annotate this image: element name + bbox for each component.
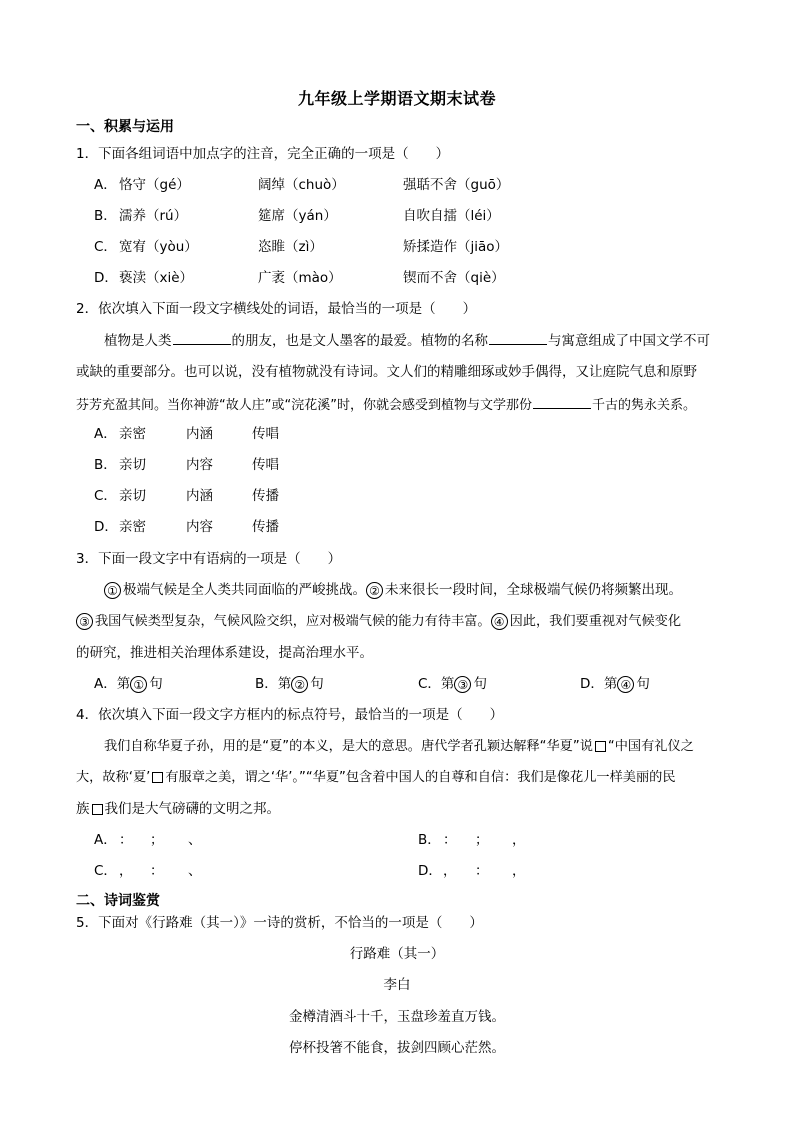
passage-text: 芬芳充盈其间。当你神游“故人庄”或“浣花溪”时，你就会感受到植物与文学那份 — [76, 398, 532, 413]
option-label: A． — [94, 832, 117, 848]
option-word-1: 亵渎（xiè） — [119, 270, 194, 286]
question-2-stem: 2．依次填入下面一段文字横线处的词语，最恰当的一项是（ ） — [76, 301, 477, 317]
option-word-3: 传播 — [252, 488, 279, 504]
option-word-2: 恣睢（zì） — [258, 239, 323, 255]
option-label: B． — [418, 832, 441, 848]
sentence-1: 极端气候是全人类共同面临的严峻挑战。 — [123, 582, 366, 598]
sentence-number-3: ③ — [76, 613, 93, 630]
passage-text: 大，故称‘夏’ — [76, 770, 151, 785]
option-label: D． — [94, 519, 118, 535]
option-word-1: 亲切 — [119, 488, 146, 504]
option-label: B． — [94, 457, 117, 473]
question-1-stem: 1．下面各组词语中加点字的注音，完全正确的一项是（ ） — [76, 146, 450, 162]
sentence-2: 未来很长一段时间，全球极端气候仍将频繁出现。 — [385, 582, 682, 598]
option-label: C． — [94, 488, 117, 504]
option-mark-2: ； — [150, 832, 164, 848]
question-3-option-c — [418, 674, 487, 694]
question-2-passage-line-2: 或缺的重要部分。也可以说，没有植物就没有诗词。文人们的精雕细琢或妙手偶得，又让庭院气息和原野 — [76, 364, 697, 380]
option-word-1: 亲密 — [119, 519, 146, 535]
passage-text: 我们自称华夏子孙，用的是“夏”的本义，是大的意思。唐代学者孔颖达解释“华夏”说 — [104, 739, 593, 754]
option-word-3: 强聒不舍（guō） — [403, 177, 510, 193]
option-word-3: 传唱 — [252, 457, 279, 473]
option-word-1: 亲密 — [119, 426, 146, 442]
option-label: A． — [94, 177, 117, 193]
page-title: 九年级上学期语文期末试卷 — [297, 89, 496, 108]
punctuation-box — [92, 804, 103, 815]
option-mark-3: 、 — [188, 863, 202, 879]
option-mark-2: ： — [150, 863, 164, 879]
sentence-number-1: ① — [104, 582, 121, 599]
question-3-option-b — [255, 674, 324, 694]
option-word-3: 传唱 — [252, 426, 279, 442]
question-4-passage-line-2 — [76, 768, 676, 788]
question-3-passage-line-2 — [76, 612, 681, 632]
question-2-passage-line-1 — [104, 330, 710, 351]
option-label: A．第 — [94, 676, 131, 692]
option-mark-3: 、 — [188, 832, 202, 848]
passage-text: 的朋友，也是文人墨客的最爱。植物的名称 — [231, 333, 488, 349]
option-label: C． — [94, 239, 117, 255]
fill-blank — [533, 394, 591, 409]
option-mark-1: ， — [119, 863, 133, 879]
punctuation-box — [595, 741, 606, 752]
option-tail: 句 — [149, 676, 163, 692]
option-mark-2: ： — [475, 863, 489, 879]
question-4-stem: 4．依次填入下面一段文字方框内的标点符号，最恰当的一项是（ ） — [76, 707, 504, 723]
option-mark-1: ， — [443, 863, 457, 879]
sentence-number-2: ② — [366, 582, 383, 599]
poem-author: 李白 — [383, 977, 411, 993]
option-label: D． — [94, 270, 118, 286]
passage-text: “中国有礼仪之 — [607, 739, 694, 754]
option-label: B． — [94, 208, 117, 224]
option-label: D．第 — [580, 676, 618, 692]
option-mark-3: ， — [512, 832, 526, 848]
passage-text: 族 — [76, 801, 90, 817]
option-tail: 句 — [310, 676, 324, 692]
option-number: ① — [130, 676, 147, 693]
option-word-1: 恪守（gé） — [119, 177, 190, 193]
punctuation-box — [152, 772, 163, 783]
section-heading-1: 一、积累与运用 — [76, 119, 174, 135]
option-label: A． — [94, 426, 117, 442]
option-word-2: 广袤（mào） — [258, 270, 342, 286]
question-4-passage-line-3 — [76, 799, 280, 819]
sentence-3: 我国气候类型复杂，气候风险交织，应对极端气候的能力有待丰富。 — [95, 614, 491, 629]
option-label: B．第 — [255, 676, 292, 692]
option-word-1: 宽宥（yòu） — [119, 239, 198, 255]
option-mark-3: ， — [512, 863, 526, 879]
question-4-passage-line-1 — [104, 737, 694, 757]
option-label: D． — [418, 863, 442, 879]
question-3-passage-line-3: 的研究，推进相关治理体系建设，提高治理水平。 — [76, 645, 373, 661]
question-5-stem: 5．下面对《行路难（其一）》一诗的赏析，不恰当的一项是（ ） — [76, 915, 483, 931]
passage-text: 千古的隽永关系。 — [591, 398, 696, 413]
option-word-1: 亲切 — [119, 457, 146, 473]
option-mark-1: ： — [443, 832, 457, 848]
option-word-2: 阔绰（chuò） — [258, 177, 345, 193]
question-3-option-a — [94, 674, 163, 694]
sentence-4: 因此，我们要重视对气候变化 — [509, 614, 682, 629]
option-word-1: 濡养（rú） — [119, 208, 188, 224]
option-word-2: 内涵 — [186, 488, 213, 504]
passage-text: 植物是人类 — [104, 333, 172, 349]
option-word-3: 锲而不舍（qiè） — [403, 270, 505, 286]
option-word-3: 传播 — [252, 519, 279, 535]
option-number: ③ — [454, 676, 471, 693]
option-label: C．第 — [418, 676, 455, 692]
option-mark-2: ； — [475, 832, 489, 848]
section-heading-2: 二、诗词鉴赏 — [76, 893, 160, 909]
option-label: C． — [94, 863, 117, 879]
question-3-stem: 3．下面一段文字中有语病的一项是（ ） — [76, 551, 342, 567]
option-word-2: 筵席（yán） — [258, 208, 337, 224]
option-word-2: 内容 — [186, 519, 213, 535]
poem-line-1: 金樽清酒斗十千，玉盘珍羞直万钱。 — [289, 1009, 505, 1025]
passage-text: 我们是大气磅礴的文明之邦。 — [104, 801, 280, 817]
sentence-number-4: ④ — [491, 613, 508, 630]
question-3-passage-line-1 — [104, 580, 682, 600]
question-2-passage-line-3 — [76, 394, 696, 416]
option-number: ② — [291, 676, 308, 693]
option-tail: 句 — [473, 676, 487, 692]
passage-text: 与寓意组成了中国文学不可 — [548, 333, 710, 349]
poem-line-2: 停杯投箸不能食，拔剑四顾心茫然。 — [289, 1040, 505, 1056]
option-word-2: 内容 — [186, 457, 213, 473]
poem-title: 行路难（其一） — [349, 946, 445, 962]
passage-text: 有服章之美，谓之‘华’。”“华夏”包含着中国人的自尊和自信：我们是像花儿一样美丽的民 — [165, 770, 676, 785]
option-mark-1: ： — [119, 832, 133, 848]
option-tail: 句 — [636, 676, 650, 692]
fill-blank — [489, 330, 547, 345]
option-word-3: 自吹自擂（léi） — [403, 208, 500, 224]
option-number: ④ — [617, 676, 634, 693]
option-word-3: 矫揉造作（jiāo） — [403, 239, 509, 255]
fill-blank — [173, 330, 231, 345]
option-word-2: 内涵 — [186, 426, 213, 442]
question-3-option-d — [580, 674, 650, 694]
